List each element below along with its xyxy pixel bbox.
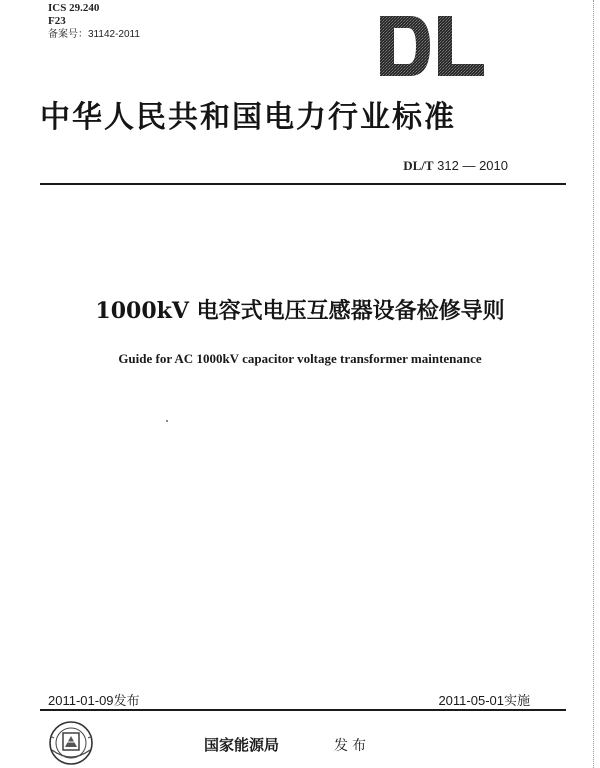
bottom-rule	[40, 709, 566, 711]
implementation-date: 2011-05-01实施	[438, 693, 530, 708]
dl-logo-icon	[376, 12, 488, 80]
header-meta	[48, 2, 140, 41]
document-title-text: 电容式电压互感器设备检修导则	[188, 299, 505, 324]
organization-title: 中华人民共和国电力行业标准	[40, 100, 456, 135]
document-title-capacity: 1000kV	[95, 298, 189, 324]
scan-edge	[593, 0, 594, 768]
standard-prefix: DL/T	[403, 158, 434, 173]
issue-date: 2011-01-09发布	[48, 693, 140, 708]
publisher-name: 国家能源局	[204, 736, 280, 754]
publish-label: 发布	[334, 738, 370, 754]
english-title: Guide for AC 1000kV capacitor voltage transformer maintenance	[118, 351, 482, 366]
standard-code: 312 — 2010	[437, 158, 508, 173]
standard-number	[403, 158, 508, 174]
scan-speck	[166, 420, 168, 422]
record-number: 备案号：31142-2011	[48, 29, 140, 40]
top-rule	[40, 183, 566, 185]
national-energy-administration-seal-icon	[44, 720, 98, 766]
document-title	[0, 294, 600, 325]
ics-code: ICS 29.240	[48, 2, 100, 14]
classification-code: F23	[48, 15, 66, 27]
